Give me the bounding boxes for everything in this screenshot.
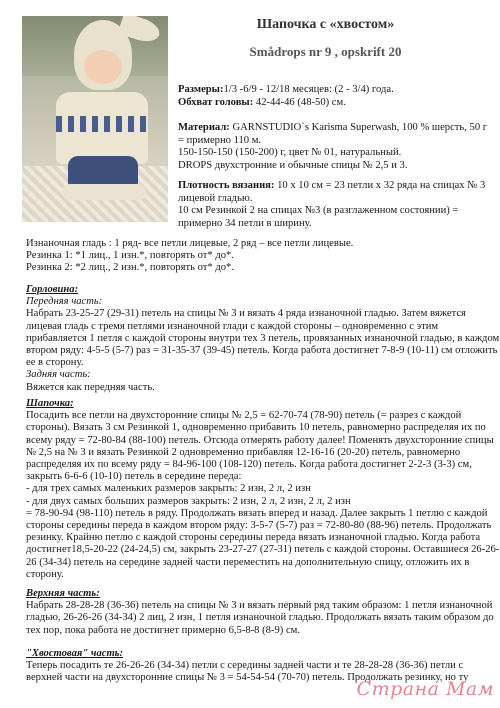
- back-line: Вяжется как передняя часть.: [26, 381, 155, 393]
- front-line: ее в сторону.: [26, 357, 84, 369]
- baby-photo: [22, 16, 168, 222]
- density-line: 10 х 10 см = 23 петли х 32 ряда на спицах № 3: [274, 180, 486, 191]
- sizes-value: 1/3 -6/9 - 12/18 месяцев: (2 - 3/4) года.: [223, 84, 394, 95]
- hat-section: [26, 398, 500, 581]
- material-line: GARNSTUDIO`s Karisma Superwash, 100 % шерсть, 50 г: [229, 122, 488, 133]
- hat-line: закрыть 6-6-6 (10-10) петель в середине переда:: [26, 471, 242, 483]
- stitch-line: Резинка 1: *1 лиц., 1 изн.*, повторять от* до*.: [26, 250, 234, 262]
- density-line: 10 см Резинкой 2 на спицах №3 (в разглаженном состоянии) =: [178, 205, 459, 217]
- tail-title: "Хвостовая" часть:: [26, 648, 124, 659]
- hat-line: всему ряду = 72-80-84 (88-100) петель. Отсюда отмерять работу далее! Поменять двухсторонние спицы: [26, 434, 494, 446]
- front-line: втором ряду: 4-5-5 (5-7) раз = 31-35-37 (39-45) петель. Когда работа достигнет 7-8-9 (10-11) см отложить: [26, 345, 498, 357]
- photo-face: [84, 50, 122, 84]
- hat-line: № 2,5 на № 3 и вязать Резинкой 2 одновременно прибавляя 12-16-16 (20-20) петель, равномерно: [26, 446, 461, 458]
- photo-feet: [62, 184, 146, 200]
- top-line: гладью, 26-26-26 (34-34) 2 лиц, 2 изн, 1 петля изнаночной гладью. Продолжать вязать таким образом до: [26, 612, 494, 624]
- hat-line: достигнет18,5-20-22 (24-24,5) см, закрыть 23-27-27 (27-31) петель с каждой стороны. Оставшиеся 26-26-: [26, 544, 500, 556]
- front-line: лицевая гладь с тремя петлями изнаночной глади с каждой стороны – одновременно с этим: [26, 320, 439, 332]
- top-line: тех пор, пока работа не достигнет примерно 6,5-8-8 (8-9) см.: [26, 624, 300, 636]
- page-subtitle: Smådrops nr 9 , opskrift 20: [249, 44, 402, 59]
- material-label: Материал:: [178, 122, 230, 133]
- hat-line: - для трех самых маленьких размеров закрыть: 2 изн, 2 л, 2 изн: [26, 483, 311, 495]
- stitch-definitions: [26, 238, 486, 275]
- density-label: Плотность вязания:: [178, 180, 275, 191]
- material-line: 150-150-150 (150-200) г, цвет № 01, натуральный.: [178, 147, 402, 159]
- neck-title: Горловина:: [26, 284, 79, 295]
- material-line: = примерно 110 м.: [178, 134, 262, 146]
- material-block: [178, 122, 488, 172]
- tail-line: Теперь посадить те 26-26-26 (34-34) петли с середины задней части и те 28-28-28 (36-36) петли с: [26, 660, 464, 672]
- hat-line: распределяя их по всему ряду = 84-96-100 (108-120) петель. Когда работа достигнет 2-2-3 (3-3) см,: [26, 459, 472, 471]
- density-line: лицевой гладью.: [178, 192, 253, 204]
- tail-line: верхней части на двухсторонние спицы № 3 = 54-54-54 (70-70) петель. Продолжать резинку, но ту: [26, 672, 469, 684]
- hat-line: резинку. Крайню петлю с каждой стороны середины переда вязать изнаночной гладью. Когда работа: [26, 532, 481, 544]
- head-value: 42-44-46 (48-50) см.: [255, 96, 346, 108]
- site-watermark: Страна Мам: [356, 678, 494, 700]
- sizes-label: Размеры:: [178, 84, 224, 95]
- neck-section: [26, 284, 500, 394]
- top-title: Верхняя часть:: [26, 588, 100, 599]
- hat-line: - для двух самых больших размеров закрыть: 2 изн, 2 л, 2 изн, 2 л, 2 изн: [26, 495, 351, 507]
- head-label: Обхват головы:: [178, 96, 254, 108]
- hat-line: сторону.: [26, 568, 64, 580]
- sizes-block: [178, 84, 488, 109]
- photo-sweater-pattern: [56, 116, 148, 132]
- hat-line: стороны). Вязать 3 см Резинкой 1, одновременно прибавить 10 петель, равномерно распределяя их по: [26, 422, 486, 434]
- top-line: Набрать 28-28-28 (36-36) петель на спицы № 3 и вязать первый ряд таким образом: 1 петля изнаночной: [26, 600, 493, 612]
- hat-line: стороны середины переда в каждом втором ряду: 3-5-7 (5-7) раз = 72-80-80 (88-96) петель. Продолжать: [26, 520, 492, 532]
- hat-line: = 78-90-94 (98-110) петель в ряду. Продолжать вязать вперед и назад. Далее закрыть 1 петлю с каждой: [26, 507, 488, 519]
- page-title: Шапочка с «хвостом»: [256, 17, 395, 32]
- stitch-line: Резинка 2: *2 лиц., 2 изн.*, повторять от* до*.: [26, 262, 234, 274]
- front-line: прибавляется 1 петля с каждой стороны внутри тех 3 петель, провязанных изнаночной гладью, в каждом: [26, 332, 500, 344]
- hat-line: 26 (34-34) петель на середине задней части переместить на дополнительную спицу, отложить их в: [26, 556, 470, 568]
- top-section: [26, 588, 494, 637]
- hat-title: Шапочка:: [26, 398, 74, 409]
- hat-line: Посадить все петли на двухсторонние спицы № 2,5 = 62-70-74 (78-90) петель (= разрез с каждой: [26, 410, 462, 422]
- front-line: Набрать 23-25-27 (29-31) петель на спицы № 3 и вязать 4 ряда изнаночной гладью. Затем вяжется: [26, 308, 466, 320]
- back-title: Задняя часть:: [26, 369, 91, 381]
- density-block: [178, 180, 488, 230]
- material-line: DROPS двухстронние и обычные спицы № 2,5 и 3.: [178, 159, 408, 171]
- stitch-line: Изнаночная гладь : 1 ряд- все петли лицевые, 2 ряд – все петли лицевые.: [26, 238, 354, 249]
- front-title: Передняя часть:: [26, 296, 103, 308]
- density-line: примерно 34 петли в ширину.: [178, 217, 312, 229]
